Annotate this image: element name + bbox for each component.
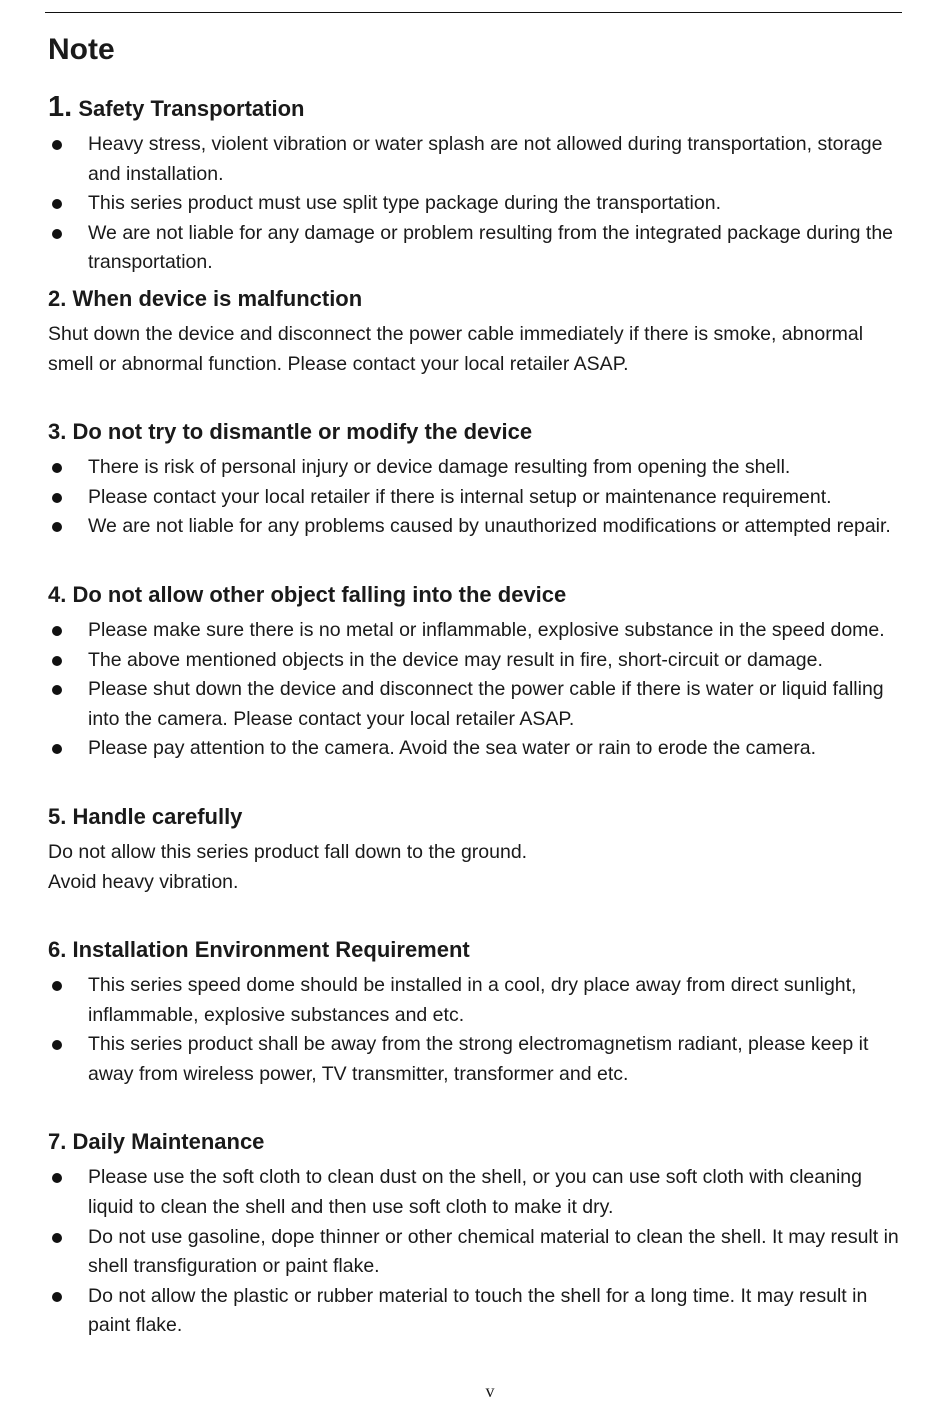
bullet-dot-icon <box>52 626 62 636</box>
header-rule <box>45 12 902 13</box>
bullet-dot-icon <box>52 229 62 239</box>
section-heading: 4. Do not allow other object falling into the device <box>48 581 567 607</box>
list-item: Please make sure there is no metal or inflammable, explosive substance in the speed dome. <box>48 616 908 646</box>
page-content <box>48 28 908 1341</box>
bullet-dot-icon <box>52 1173 62 1183</box>
list-item: Do not allow the plastic or rubber material to touch the shell for a long time. It may result in paint flake. <box>48 1282 908 1341</box>
section-title: Safety Transportation <box>78 96 305 121</box>
page-number: v <box>485 1381 495 1401</box>
page-title: Note <box>48 33 115 66</box>
section-handle-carefully <box>48 802 908 897</box>
section-malfunction <box>48 284 908 379</box>
list-item: Please shut down the device and disconnect the power cable if there is water or liquid falling into the camera. Please contact your local retailer ASAP. <box>48 675 908 734</box>
section-safety-transportation <box>48 92 908 278</box>
bullet-list <box>48 971 908 1089</box>
bullet-dot-icon <box>52 744 62 754</box>
paragraph: Do not allow this series product fall down to the ground. <box>48 840 528 863</box>
bullet-dot-icon <box>52 981 62 991</box>
bullet-list <box>48 130 908 278</box>
list-item: This series product shall be away from the strong electromagnetism radiant, please keep it away from wireless power, TV transmitter, transformer and etc. <box>48 1030 908 1089</box>
list-item: Please use the soft cloth to clean dust on the shell, or you can use soft cloth with cleaning liquid to clean the shell and then use soft cloth to make it dry. <box>48 1163 908 1222</box>
bullet-dot-icon <box>52 493 62 503</box>
list-item: Heavy stress, violent vibration or water splash are not allowed during transportation, storage and installation. <box>48 130 908 189</box>
bullet-dot-icon <box>52 199 62 209</box>
bullet-dot-icon <box>52 140 62 150</box>
list-item: Please contact your local retailer if there is internal setup or maintenance requirement. <box>48 483 908 513</box>
list-item: This series product must use split type package during the transportation. <box>48 189 908 219</box>
section-heading: 6. Installation Environment Requirement <box>48 937 470 963</box>
section-heading: 7. Daily Maintenance <box>48 1129 265 1155</box>
bullet-dot-icon <box>52 685 62 695</box>
list-item: There is risk of personal injury or device damage resulting from opening the shell. <box>48 453 908 483</box>
bullet-dot-icon <box>52 522 62 532</box>
paragraph: Avoid heavy vibration. <box>48 870 239 893</box>
section-dismantle <box>48 417 908 542</box>
bullet-dot-icon <box>52 656 62 666</box>
list-item: This series speed dome should be installed in a cool, dry place away from direct sunlight, inflammable, explosive substances and etc. <box>48 971 908 1030</box>
bullet-dot-icon <box>52 1040 62 1050</box>
list-item: Do not use gasoline, dope thinner or other chemical material to clean the shell. It may result in shell transfiguration or paint flake. <box>48 1223 908 1282</box>
paragraph: Shut down the device and disconnect the power cable immediately if there is smoke, abnormal smell or abnormal function. Please contact your local retailer ASAP. <box>48 322 864 375</box>
section-heading: 2. When device is malfunction <box>48 285 363 311</box>
bullet-list <box>48 1163 908 1341</box>
list-item: We are not liable for any problems caused by unauthorized modifications or attempted repair. <box>48 512 908 542</box>
section-daily-maintenance <box>48 1127 908 1341</box>
list-item: We are not liable for any damage or problem resulting from the integrated package during the transportation. <box>48 219 908 278</box>
section-heading <box>48 92 908 124</box>
bullet-list <box>48 453 908 542</box>
bullet-list <box>48 616 908 764</box>
section-installation-environment <box>48 935 908 1089</box>
section-foreign-objects <box>48 580 908 764</box>
bullet-dot-icon <box>52 1292 62 1302</box>
section-number: 1. <box>48 91 73 123</box>
bullet-dot-icon <box>52 1233 62 1243</box>
bullet-dot-icon <box>52 463 62 473</box>
section-heading: 5. Handle carefully <box>48 803 243 829</box>
list-item: The above mentioned objects in the device may result in fire, short-circuit or damage. <box>48 646 908 676</box>
list-item: Please pay attention to the camera. Avoid the sea water or rain to erode the camera. <box>48 734 908 764</box>
section-heading: 3. Do not try to dismantle or modify the device <box>48 419 533 445</box>
